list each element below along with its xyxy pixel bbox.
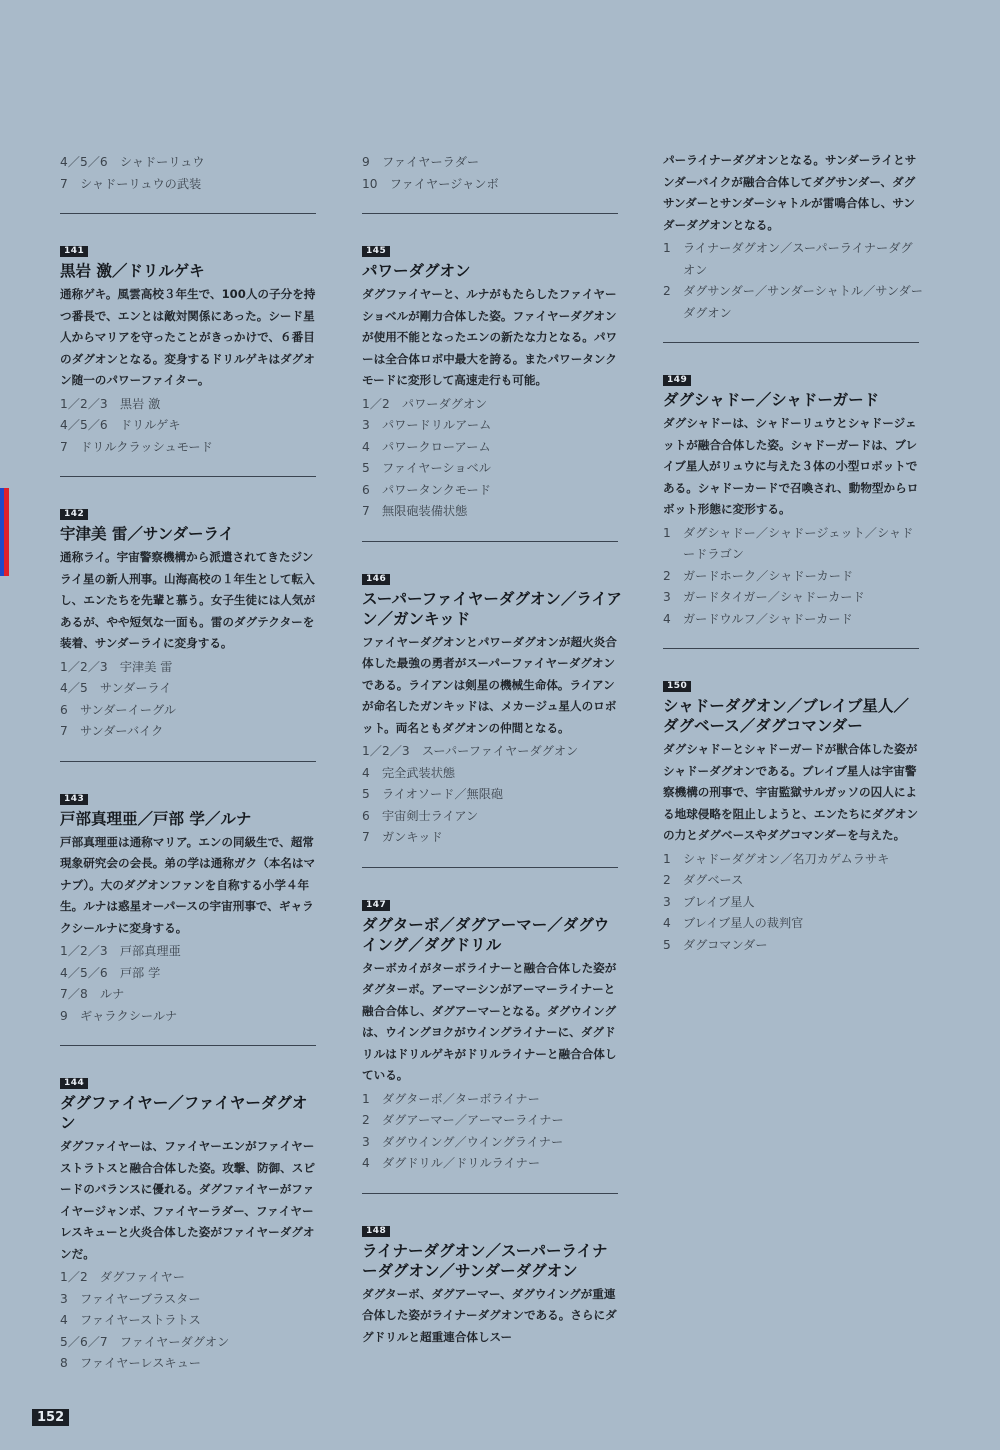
item-number: 4 — [663, 916, 683, 930]
item-number: 6 — [60, 702, 80, 717]
item-text: 戸部 学 — [119, 965, 161, 980]
list-item — [663, 609, 923, 631]
item-number: 1／2／3 — [60, 659, 120, 674]
continued-description: パーライナーダグオンとなる。サンダーライとサンダーバイクが融合合体してダグサンダー、ダグサンダーとサンダーシャトルが雷鳴合体し、サンダーダグオンとなる。 — [663, 153, 917, 232]
list-item — [663, 523, 923, 566]
item-number: 2 — [663, 873, 683, 887]
list-item — [60, 984, 320, 1006]
item-number: 1／2／3 — [362, 744, 422, 758]
separator — [362, 541, 618, 542]
item-number: 9 — [362, 155, 382, 169]
list-item — [60, 152, 320, 174]
item-text: パワードリルアーム — [381, 418, 492, 432]
item-number: 7 — [362, 504, 382, 518]
item-text: ガードウルフ／シャドーカード — [682, 611, 853, 626]
item-text: ダグウイング／ウイングライナー — [381, 1134, 564, 1149]
list-item — [60, 963, 320, 985]
separator — [663, 648, 919, 649]
entry-number-badge: 149 — [663, 375, 691, 386]
color-edge-tab — [0, 488, 9, 576]
item-number: 3 — [60, 1291, 80, 1306]
separator — [60, 213, 316, 214]
item-number: 1 — [663, 851, 683, 866]
item-text: ファイヤーブラスター — [79, 1291, 201, 1306]
page-number: 152 — [32, 1409, 69, 1426]
entry-title: パワーダグオン — [362, 262, 471, 280]
entry-number-badge: 150 — [663, 681, 691, 692]
item-text: ファイヤーレスキュー — [79, 1356, 201, 1370]
list-item — [60, 394, 320, 416]
item-number: 10 — [362, 176, 390, 191]
item-number: 2 — [663, 568, 683, 583]
item-text: ギャラクシールナ — [79, 1008, 178, 1023]
item-text: ダグシャドー／シャドージェット／シャドードラゴン — [682, 525, 914, 561]
entry-number-badge: 144 — [60, 1078, 88, 1089]
entry-description: ダグファイヤーと、ルナがもたらしたファイヤーショベルが剛力合体した姿。ファイヤーダグオンが使用不能となったエンの新たな力となる。パワーは全合体ロボ中最大を誇る。またパワータンクモードに変形して高速走行も可能。 — [362, 287, 618, 387]
list-item — [663, 913, 923, 935]
entry-description: ファイヤーダグオンとパワーダグオンが超火炎合体した最強の勇者がスーパーファイヤーダグオンである。ライアンは剣星の機械生命体。ライアンが命名したガンキッドは、メカージュ星人のロボット。両名ともダグオンの仲間となる。 — [362, 634, 617, 735]
list-item — [362, 415, 622, 437]
list-item — [663, 587, 923, 609]
item-number: 4 — [663, 611, 683, 626]
item-number: 7 — [362, 830, 382, 844]
entry-description: 戸部真理亜は通称マリア。エンの同級生で、超常現象研究会の会長。弟の学は通称ガク（本名はマナブ）。大のダグオンファンを自称する小学４年生。ルナは惑星オーパースの宇宙刑事で、ギャラクシールナに変身する。 — [60, 834, 316, 935]
item-number: 5 — [362, 461, 382, 475]
separator — [60, 476, 316, 477]
item-text: ファイヤージャンボ — [389, 176, 499, 191]
list-item — [663, 238, 923, 281]
item-text: パワーダグオン — [401, 396, 488, 411]
list-item — [362, 437, 622, 459]
item-text: 完全武装状態 — [381, 765, 456, 780]
item-number: 1／2／3 — [60, 944, 120, 958]
list-item — [362, 1132, 622, 1154]
item-number: 4／5／6 — [60, 155, 120, 169]
list-item — [60, 1353, 320, 1375]
item-text: ドリルクラッシュモード — [79, 439, 213, 454]
item-number: 5 — [362, 787, 382, 801]
entry-title: ダグファイヤー／ファイヤーダグオン — [60, 1094, 308, 1132]
separator — [362, 213, 618, 214]
column-2 — [362, 150, 622, 1348]
item-number: 9 — [60, 1008, 80, 1023]
entry-title: 黒岩 激／ドリルゲキ — [60, 262, 205, 280]
item-number: 7／8 — [60, 987, 100, 1001]
entry-number-badge: 147 — [362, 900, 390, 911]
item-number: 1／2／3 — [60, 396, 120, 411]
item-text: 無限砲装備状態 — [381, 504, 468, 518]
item-text: ライナーダグオン／スーパーライナーダグオン — [682, 241, 913, 277]
list-item — [60, 1332, 320, 1354]
item-text: パワータンクモード — [381, 482, 491, 497]
list-item — [362, 458, 622, 480]
entry-title: 戸部真理亜／戸部 学／ルナ — [60, 809, 252, 828]
continued-list — [60, 152, 320, 195]
item-number: 4 — [60, 1313, 80, 1327]
list-item — [60, 174, 320, 196]
item-number: 4／5／6 — [60, 418, 120, 432]
item-number: 1／2 — [362, 396, 402, 411]
entry-description: ターボカイがターボライナーと融合合体した姿がダグターボ。アーマーシンがアーマーライナーと融合合体し、ダグアーマーとなる。ダグウイングは、ウイングヨクがウイングライナーに、ダグドリルはドリルゲキがドリルライナーと融合合体している。 — [362, 960, 617, 1082]
item-text: ガードタイガー／シャドーカード — [682, 590, 865, 604]
separator — [60, 761, 316, 762]
item-text: ファイヤーストラトス — [79, 1313, 201, 1327]
list-item — [60, 1289, 320, 1311]
item-text: ダグサンダー／サンダーシャトル／サンダーダグオン — [682, 284, 923, 320]
list-item — [362, 394, 622, 416]
item-text: ダグドリル／ドリルライナー — [381, 1156, 541, 1170]
entry-number-badge: 148 — [362, 1226, 390, 1237]
item-text: パワークローアーム — [381, 439, 491, 454]
edge-tab-red-stripe — [4, 488, 9, 576]
item-text: ファイヤーダグオン — [119, 1334, 230, 1349]
entry-144 — [60, 1070, 320, 1375]
list-item — [362, 1089, 622, 1111]
list-item — [60, 1267, 320, 1289]
item-number: 2 — [362, 1113, 382, 1127]
list-item — [60, 657, 320, 679]
list-item — [60, 721, 320, 743]
item-number: 7 — [60, 724, 80, 738]
item-text: 戸部真理亜 — [119, 944, 181, 958]
entry-number-badge: 145 — [362, 246, 390, 257]
list-item — [362, 174, 622, 196]
separator — [362, 867, 618, 868]
item-text: 宇津美 雷 — [119, 659, 173, 674]
item-text: ルナ — [99, 987, 125, 1001]
entry-item-list — [663, 849, 923, 957]
item-text: ブレイブ星人 — [682, 894, 755, 909]
entry-number-badge: 141 — [60, 246, 88, 257]
item-text: ダグベース — [682, 873, 744, 887]
item-text: スーパーファイヤーダグオン — [421, 744, 579, 758]
entry-item-list — [60, 1267, 320, 1375]
entry-150 — [663, 673, 923, 956]
item-text: サンダーイーグル — [79, 702, 176, 717]
entry-title: シャドーダグオン／ブレイブ星人／ダグベース／ダグコマンダー — [663, 697, 909, 735]
list-item — [362, 784, 622, 806]
entry-149 — [663, 367, 923, 630]
item-text: 黒岩 激 — [119, 396, 161, 411]
list-item — [663, 281, 923, 324]
column-3 — [663, 150, 923, 956]
item-number: 4 — [362, 765, 382, 780]
item-number: 5 — [663, 937, 683, 952]
item-number: 8 — [60, 1356, 80, 1370]
separator — [362, 1193, 618, 1194]
item-number: 1 — [663, 525, 683, 540]
entry-143 — [60, 786, 320, 1028]
item-text: サンダーバイク — [79, 724, 164, 738]
list-item — [362, 806, 622, 828]
item-text: 宇宙剣士ライアン — [381, 808, 479, 823]
item-text: ファイヤーラダー — [381, 155, 480, 169]
item-number: 7 — [60, 176, 80, 191]
list-item — [60, 1310, 320, 1332]
entry-147 — [362, 892, 622, 1175]
item-text: シャドーリュウの武装 — [79, 176, 202, 191]
list-item — [362, 741, 622, 763]
separator — [663, 342, 919, 343]
list-item — [663, 870, 923, 892]
list-item — [60, 437, 320, 459]
item-text: ライオソード／無限砲 — [381, 787, 504, 801]
list-item — [362, 480, 622, 502]
entry-number-badge: 146 — [362, 574, 390, 585]
list-item — [60, 415, 320, 437]
list-item — [663, 566, 923, 588]
list-item — [362, 1153, 622, 1175]
item-text: シャドーリュウ — [119, 155, 205, 169]
entry-146 — [362, 566, 622, 849]
list-item — [362, 501, 622, 523]
item-number: 4／5／6 — [60, 965, 120, 980]
item-text: ガードホーク／シャドーカード — [682, 568, 854, 583]
item-text: ドリルゲキ — [119, 418, 181, 432]
item-number: 3 — [663, 590, 683, 604]
item-text: ブレイブ星人の裁判官 — [682, 916, 804, 930]
entry-title: 宇津美 雷／サンダーライ — [60, 525, 235, 543]
entry-item-list — [60, 941, 320, 1027]
item-number: 7 — [60, 439, 80, 454]
item-number: 3 — [362, 1134, 382, 1149]
item-number: 3 — [362, 418, 382, 432]
item-number: 4 — [362, 1156, 382, 1170]
entry-item-list — [362, 1089, 622, 1175]
entry-description: 通称ライ。宇宙警察機構から派遣されてきたジンライ星の新人刑事。山海高校の１年生として転入し、エンたちを先輩と慕う。女子生徒には人気があるが、やや短気な一面も。雷のダグテクターを装着、サンダーライに変身する。 — [60, 550, 316, 650]
entry-title: スーパーファイヤーダグオン／ライアン／ガンキッド — [362, 589, 622, 628]
column-1 — [60, 150, 320, 1375]
item-text: ダグファイヤー — [99, 1270, 185, 1284]
item-text: ダグアーマー／アーマーライナー — [381, 1113, 564, 1127]
entry-description: ダグシャドーは、シャドーリュウとシャドージェットが融合合体した姿。シャドーガードは、ブレイブ星人がリュウに与えた３体の小型ロボットである。シャドーカードで召喚され、動物型からロボット形態に変形する。 — [663, 416, 919, 516]
list-item — [362, 763, 622, 785]
entry-description: 通称ゲキ。風雲高校３年生で、100人の子分を持つ番長で、エンとは敵対関係にあった。シード星人からマリアを守ったことがきっかけで、６番目のダグオンとなる。変身するドリルゲキはダグオン随一のパワーファイター。 — [60, 287, 316, 387]
item-number: 1／2 — [60, 1270, 100, 1284]
entry-description: ダグシャドーとシャドーガードが獣合体した姿がシャドーダグオンである。ブレイブ星人は宇宙警察機構の刑事で、宇宙監獄サルガッソの囚人による地球侵略を阻止しようと、エンたちにダグオンの力とダグベースやダグコマンダーを与えた。 — [663, 742, 919, 842]
entry-description: ダグファイヤーは、ファイヤーエンがファイヤーストラトスと融合合体した姿。攻撃、防御、スピードのバランスに優れる。ダグファイヤーがファイヤージャンボ、ファイヤーラダー、ファイヤーレスキューと火炎合体した姿がファイヤーダグオンだ。 — [60, 1139, 315, 1261]
entry-title: ダグターボ／ダグアーマー／ダグウイング／ダグドリル — [362, 915, 610, 954]
separator — [60, 1045, 316, 1046]
list-item — [663, 935, 923, 957]
item-text: ダグコマンダー — [682, 937, 768, 952]
item-number: 1 — [663, 241, 683, 255]
continued-list — [362, 152, 622, 195]
entry-item-list — [60, 394, 320, 459]
entry-title: ライナーダグオン／スーパーライナーダグオン／サンダーダグオン — [362, 1241, 608, 1280]
list-item — [663, 892, 923, 914]
entry-title: ダグシャドー／シャドーガード — [663, 391, 880, 409]
list-item — [362, 827, 622, 849]
item-number: 6 — [362, 482, 382, 497]
item-text: サンダーライ — [99, 681, 172, 695]
item-number: 5／6／7 — [60, 1334, 120, 1349]
item-number: 4 — [362, 439, 382, 454]
entry-item-list — [362, 394, 622, 523]
entry-item-list — [362, 741, 622, 849]
item-number: 4／5 — [60, 681, 100, 695]
item-number: 2 — [663, 284, 683, 298]
item-number: 6 — [362, 808, 382, 823]
item-number: 3 — [663, 894, 683, 909]
entry-number-badge: 143 — [60, 794, 88, 805]
entry-item-list — [663, 523, 923, 631]
entry-description: ダグターボ、ダグアーマー、ダグウイングが重連合体した姿がライナーダグオンである。さらにダグドリルと超重連合体しスー — [362, 1286, 617, 1344]
entry-142 — [60, 501, 320, 743]
list-item — [60, 1006, 320, 1028]
item-number: 1 — [362, 1091, 382, 1106]
item-text: ガンキッド — [381, 830, 443, 844]
list-item — [362, 152, 622, 174]
item-text: ファイヤーショベル — [381, 461, 491, 475]
entry-145 — [362, 238, 622, 523]
item-text: シャドーダグオン／名刀カゲムラサキ — [682, 851, 890, 866]
entry-141 — [60, 238, 320, 458]
list-item — [362, 1110, 622, 1132]
list-item — [60, 678, 320, 700]
entry-148 — [362, 1218, 622, 1349]
list-item — [60, 941, 320, 963]
entry-number-badge: 142 — [60, 509, 88, 520]
item-text: ダグターボ／ターボライナー — [381, 1091, 540, 1106]
continued-list — [663, 238, 923, 324]
entry-item-list — [60, 657, 320, 743]
list-item — [663, 849, 923, 871]
list-item — [60, 700, 320, 722]
